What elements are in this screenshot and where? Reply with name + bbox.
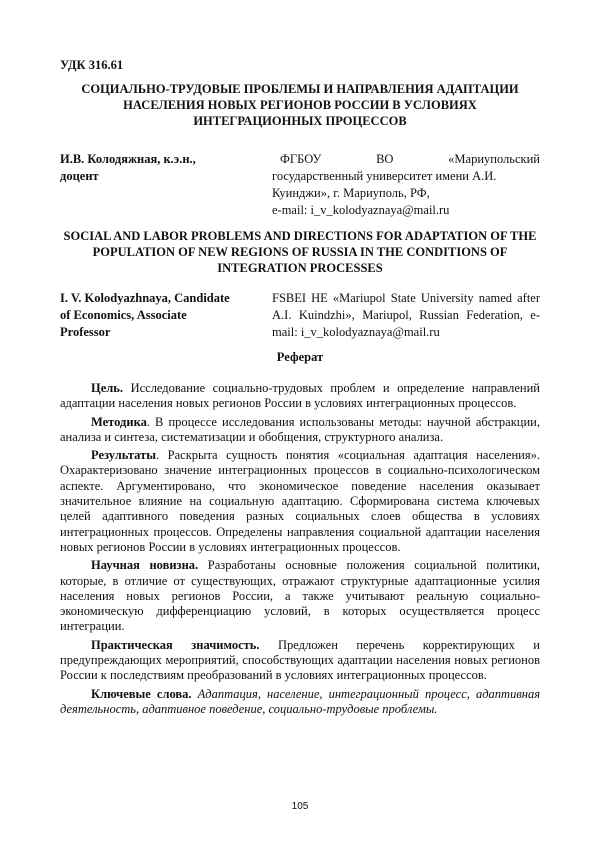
abstract-keywords [60, 687, 540, 718]
author-title-russian: доцент [60, 169, 99, 183]
author-english-line-1: I. V. Kolodyazhnaya, Candidate [60, 291, 230, 305]
method-text: . В процессе исследования использованы методы: научной абстракции, анализа и синтеза, систематизации и обобщения, структурного анализа. [60, 414, 540, 444]
author-english-line-3: Professor [60, 325, 111, 339]
method-label: Методика [91, 414, 147, 429]
practical-text: Предложен перечень корректирующих и предупреждающих мероприятий, способствующих адаптации населения новых регионов России к последствиям преобразований в условиях интеграционных процессов. [60, 637, 540, 683]
novelty-text: Разработаны основные положения социальной политики, которые, в отличие от существующих, отражают структурные адаптационные усилия населения новых регионов России, а также учитывают реальную социально-экономическую дифференциацию условий, в которых осуществляется процесс интеграции. [60, 558, 541, 634]
results-label: Результаты [91, 448, 156, 463]
author-english-line-2: of Economics, Associate [60, 308, 187, 322]
practical-label: Практическая значимость. [91, 637, 260, 652]
abstract-novelty [60, 558, 540, 634]
abstract-goal [60, 381, 540, 412]
affiliation-org-level: ВО [376, 152, 394, 166]
udc-code: УДК 316.61 [60, 58, 124, 72]
abstract-method [60, 415, 540, 446]
title-english: SOCIAL AND LABOR PROBLEMS AND DIRECTIONS FOR ADAPTATION OF THE POPULATION OF NEW REGIONS OF RUSSIA IN THE CONDITIONS OF INTEGRATION PROCESSES [63, 229, 537, 275]
author-russian [60, 151, 255, 185]
page-number: 105 [291, 801, 309, 812]
keywords-label: Ключевые слова. [91, 686, 192, 701]
abstract-heading: Реферат [276, 350, 324, 364]
affiliation-russian-line-3: Куинджи», г. Мариуполь, РФ, [272, 186, 430, 200]
goal-text: Исследование социально-трудовых проблем и определение направлений адаптации населения новых регионов России в условиях интеграционных процессов. [60, 381, 540, 411]
affiliation-english: FSBEI HE «Mariupol State University named after A.I. Kuindzhi», Mariupol, Russian Federation, e-mail: i_v_kolodyaznaya@mail.ru [272, 291, 540, 339]
abstract-results [60, 448, 540, 555]
abstract-body [60, 381, 540, 720]
title-russian: СОЦИАЛЬНО-ТРУДОВЫЕ ПРОБЛЕМЫ И НАПРАВЛЕНИЯ АДАПТАЦИИ НАСЕЛЕНИЯ НОВЫХ РЕГИОНОВ РОССИИ В УСЛОВИЯХ ИНТЕГРАЦИОННЫХ ПРОЦЕССОВ [81, 82, 519, 128]
affiliation-russian [272, 151, 540, 219]
novelty-label: Научная новизна. [91, 558, 199, 573]
keywords-text: Адаптация, население, интеграционный процесс, адаптивная деятельность, адаптивное поведение, социально-трудовые проблемы. [60, 686, 541, 716]
affiliation-org-name-start: «Мариупольский [448, 152, 540, 166]
affiliation-russian-line-2: государственный университет имени А.И. [272, 169, 497, 183]
affiliation-russian-line-1 [272, 151, 540, 168]
author-name-russian: И.В. Колодяжная, к.э.н., [60, 152, 196, 166]
results-text: . Раскрыта сущность понятия «социальная адаптация населения». Охарактеризовано значение интеграционных процессов в социально-психологическом аспекте. Аргументировано, что экономическое поведение населения оказывает значительное влияние на социальную адаптацию. Сформирована система ключевых целей адаптивного поведения разных социальных слоев общества в условиях интеграционных процессов. Определены направления социальной адаптации населения новых регионов России в условиях интеграционных процессов. [60, 448, 540, 554]
abstract-practical [60, 638, 540, 684]
affiliation-russian-email: e-mail: i_v_kolodyaznaya@mail.ru [272, 203, 450, 217]
goal-label: Цель. [91, 381, 124, 395]
affiliation-org-type: ФГБОУ [280, 152, 322, 166]
author-english [60, 290, 255, 341]
